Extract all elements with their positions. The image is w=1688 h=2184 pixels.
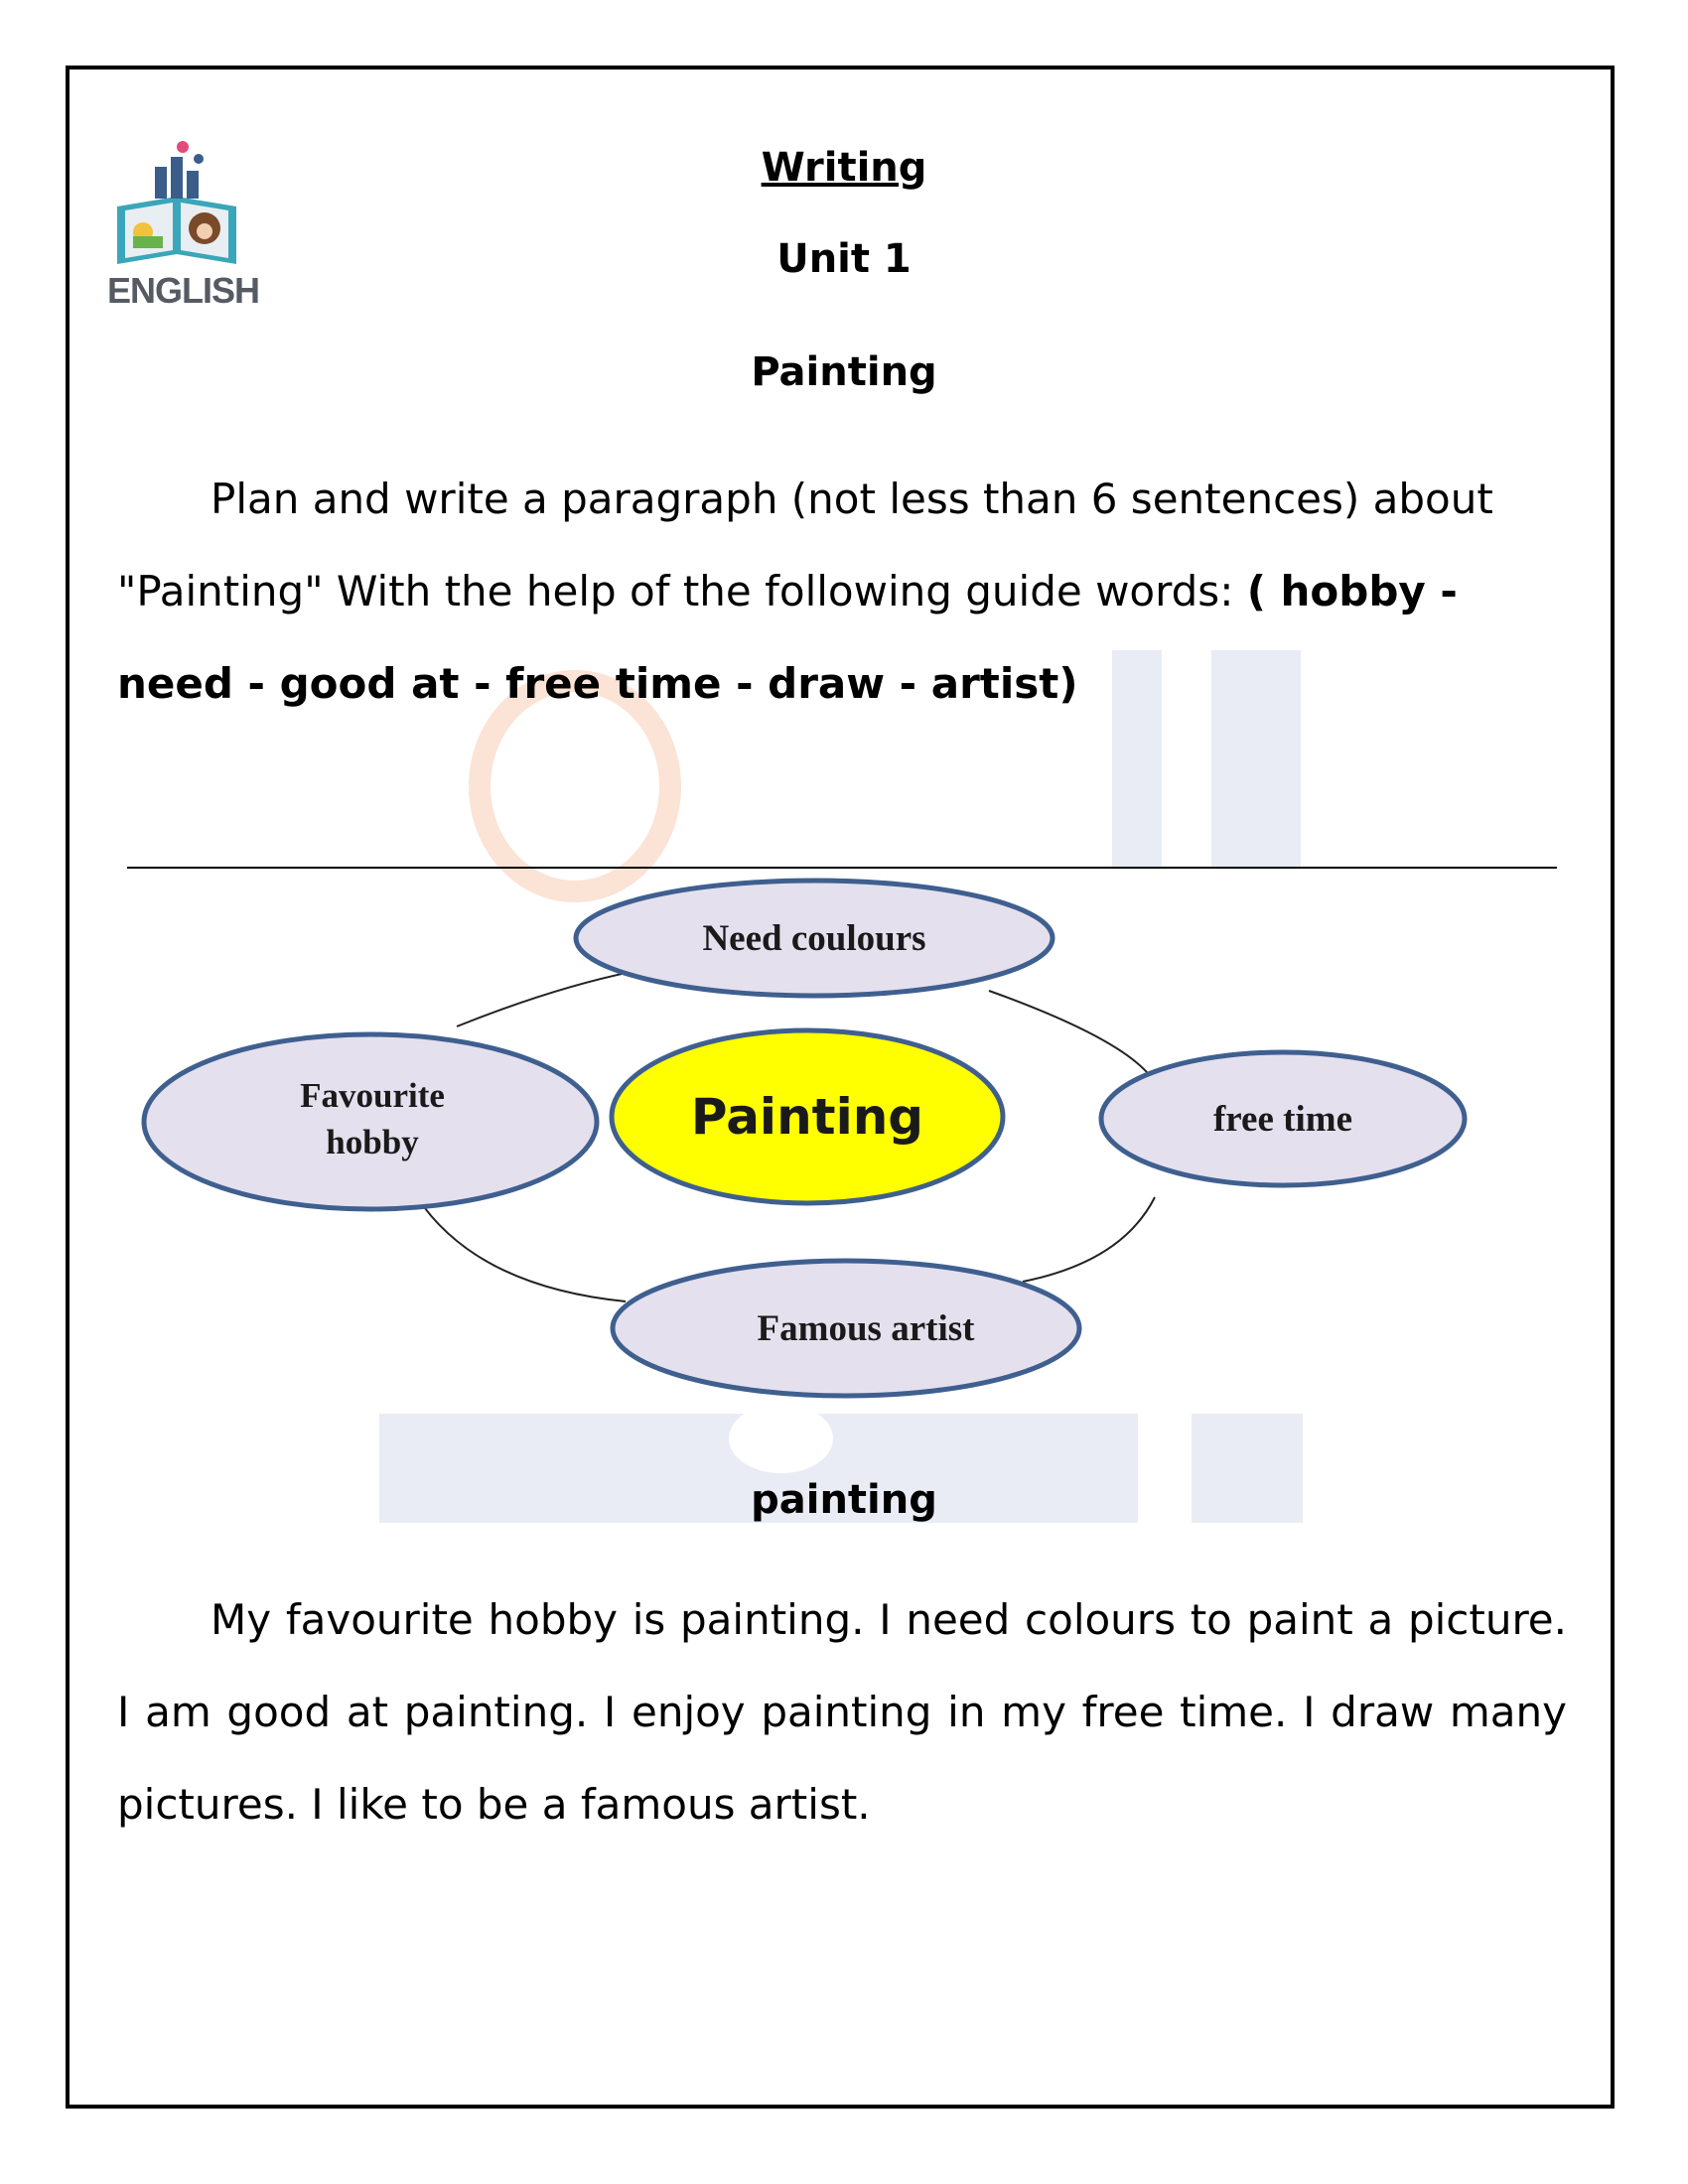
answer-text: My favourite hobby is painting. I need colours to paint a picture. I am good at painting. I enjoy painting in my free time. I draw many pictures. I like to be a famous artist.	[117, 1595, 1567, 1829]
node-label: Famous artist	[757, 1308, 975, 1349]
connector-line	[1023, 1197, 1155, 1282]
node-label: Favourite	[300, 1076, 445, 1115]
guide-words: ( hobby - need - good at - free time - draw - artist)	[117, 567, 1458, 708]
answer-title: painting	[751, 1477, 937, 1523]
watermark-circle	[729, 1404, 833, 1473]
mind-map-diagram	[129, 870, 1489, 1406]
task-instructions	[117, 453, 1567, 730]
unit-label: Unit 1	[776, 236, 912, 282]
answer-paragraph	[117, 1573, 1567, 1850]
node-painting-center	[612, 1030, 1003, 1203]
center-label: Painting	[690, 1088, 924, 1146]
divider-line	[127, 867, 1557, 869]
logo-text: ENGLISH	[107, 270, 260, 311]
page-title: Writing	[761, 145, 927, 191]
node-free-time	[1101, 1052, 1465, 1185]
topic-heading: Painting	[751, 349, 937, 395]
node-label: Need coulours	[702, 918, 926, 959]
node-need-colours	[576, 881, 1053, 996]
task-text: Plan and write a paragraph (not less than 6 sentences) about "Painting" With the help of the following guide words:	[117, 475, 1493, 615]
node-label: free time	[1212, 1099, 1353, 1140]
connector-line	[989, 991, 1152, 1078]
node-label: hobby	[326, 1123, 419, 1161]
connector-line	[417, 1197, 626, 1301]
node-famous-artist	[613, 1261, 1079, 1396]
node-favourite-hobby	[144, 1034, 597, 1209]
